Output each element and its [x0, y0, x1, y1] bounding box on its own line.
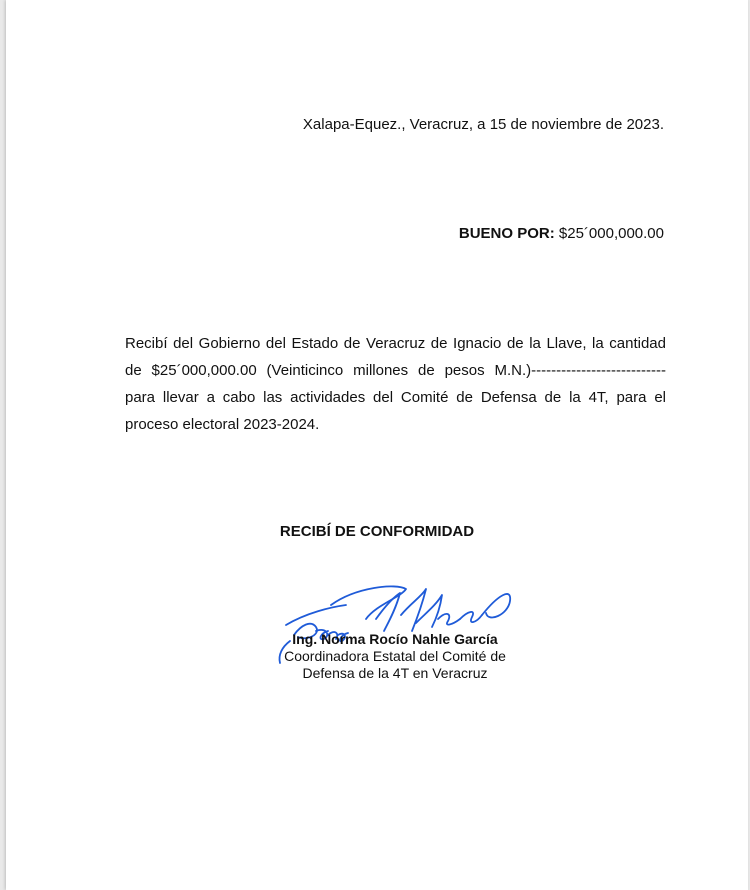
- signer-role-line: Coordinadora Estatal del Comité de: [284, 648, 506, 664]
- bueno-por-label: BUENO POR:: [458, 225, 555, 242]
- body-line: Recibí del Gobierno del Estado de Veracruz de Ignacio de la Llave, la cantidad: [125, 335, 666, 352]
- signer-role-line: Defensa de la 4T en Veracruz: [302, 665, 488, 681]
- signer-name: Ing. Norma Rocío Nahle García: [292, 631, 498, 647]
- body-line: proceso electoral 2023-2024.: [125, 416, 320, 433]
- body-line: para llevar a cabo las actividades del Comité de Defensa de la 4T, para el: [125, 389, 666, 406]
- bueno-por-value: $25´000,000.00: [558, 225, 664, 242]
- body-line: de $25´000,000.00 (Veinticinco millones de pesos M.N.)---------------------------: [125, 362, 666, 379]
- signer-block: [6, 631, 750, 682]
- place-date: Xalapa-Equez., Veracruz, a 15 de noviembre de 2023.: [302, 116, 664, 133]
- document-page: [6, 0, 748, 890]
- conformidad-heading: RECIBÍ DE CONFORMIDAD: [279, 523, 475, 540]
- receipt-body: [125, 330, 666, 438]
- bueno-por-line: [459, 225, 664, 242]
